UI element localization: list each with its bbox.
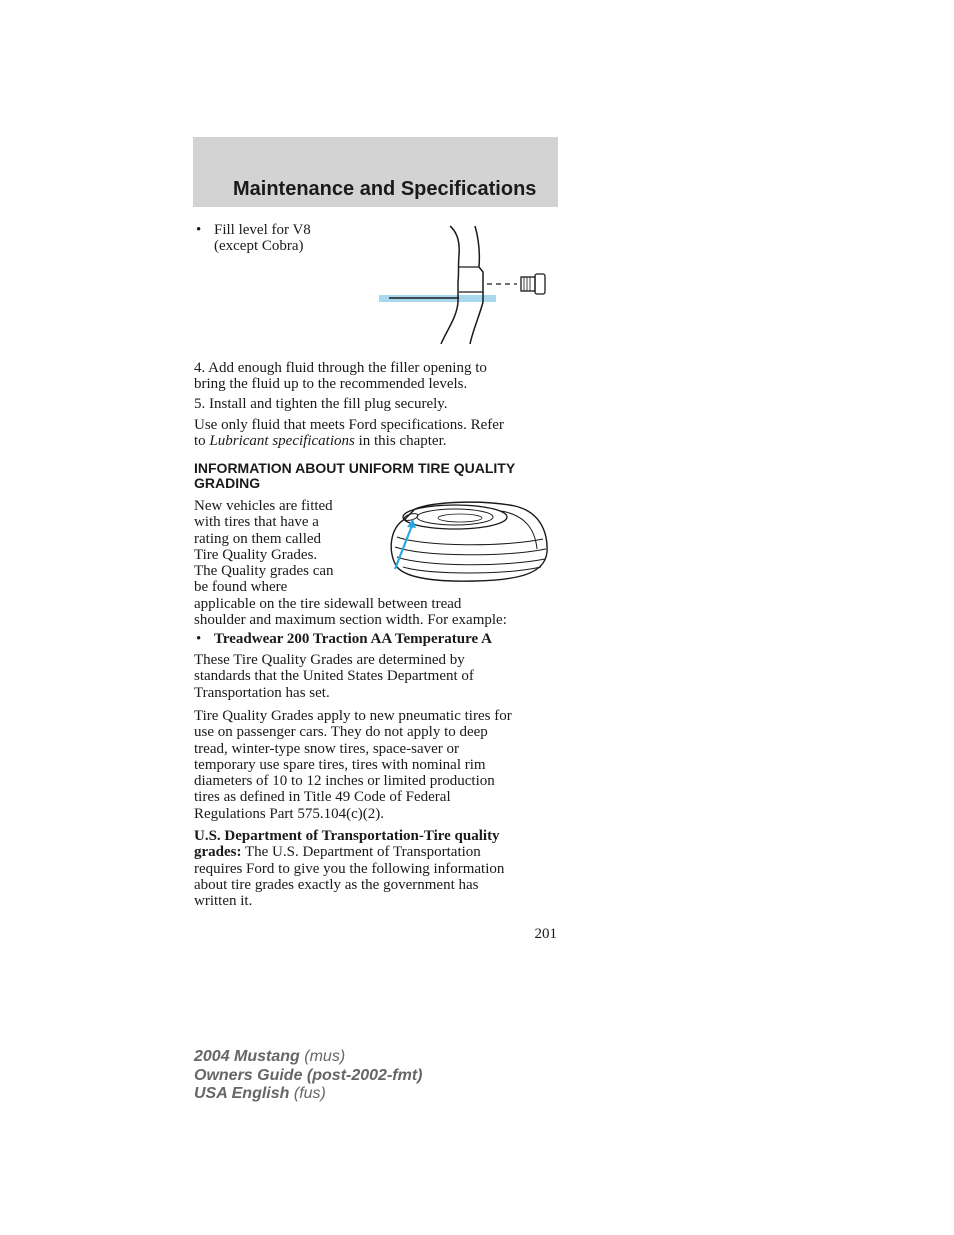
footer-line1	[194, 1048, 422, 1067]
example-grade-text: Treadwear 200 Traction AA Temperature A	[214, 631, 492, 647]
footer-model-code: (mus)	[299, 1048, 346, 1065]
footer-model: 2004 Mustang	[194, 1048, 300, 1065]
step-4-line2: bring the fluid up to the recommended levels.	[194, 376, 468, 393]
step-4	[194, 360, 487, 393]
grades-paragraph	[194, 652, 474, 701]
section-header-band	[193, 137, 558, 207]
step-4-line1: 4. Add enough fluid through the filler opening to	[194, 360, 487, 376]
footer-line2	[194, 1067, 422, 1086]
step-5: 5. Install and tighten the fill plug securely.	[194, 396, 448, 412]
intro-line: applicable on the tire sidewall between tread	[194, 595, 462, 612]
dot-bold-line1: U.S. Department of Transportation-Tire quality	[194, 828, 500, 844]
dot-line5: written it.	[194, 893, 253, 910]
example-grade-bullet	[196, 631, 556, 648]
section-title: Maintenance and Specifications	[233, 178, 537, 200]
fill-level-line2: (except Cobra)	[214, 238, 304, 255]
apply-line: temporary use spare tires, tires with nominal rim	[194, 756, 486, 773]
grades-line: Transportation has set.	[194, 684, 330, 701]
page-number: 201	[534, 926, 557, 942]
footer-line3	[194, 1085, 422, 1104]
intro-line: New vehicles are fitted	[194, 498, 333, 514]
transmission-fill-plug-diagram	[375, 222, 555, 347]
dot-line3: requires Ford to give you the following information	[194, 860, 505, 877]
apply-line: use on passenger cars. They do not apply to deep	[194, 724, 488, 741]
intro-line: shoulder and maximum section width. For example:	[194, 612, 507, 629]
intro-line: rating on them called	[194, 530, 322, 547]
fill-level-line1: Fill level for V8	[214, 222, 311, 238]
document-footer	[194, 1048, 422, 1104]
apply-line: diameters of 10 to 12 inches or limited production	[194, 773, 495, 790]
fluid-note-prefix: to	[194, 433, 210, 450]
intro-line: with tires that have a	[194, 514, 319, 531]
bullet-dot: •	[196, 222, 202, 238]
dot-line2-rest: The U.S. Department of Transportation	[241, 844, 481, 861]
grades-line: These Tire Quality Grades are determined by	[194, 652, 465, 668]
apply-line: tread, winter-type snow tires, space-saver or	[194, 740, 460, 757]
apply-paragraph	[194, 708, 512, 822]
tire-quality-heading	[194, 461, 562, 491]
footer-language: USA English	[194, 1085, 290, 1102]
fluid-note-line1: Use only fluid that meets Ford specifications. Refer	[194, 417, 504, 433]
fluid-note-suffix: in this chapter.	[354, 433, 447, 450]
intro-line: Tire Quality Grades.	[194, 546, 318, 563]
apply-line: tires as defined in Title 49 Code of Federal	[194, 789, 451, 806]
fluid-note	[194, 417, 504, 450]
footer-guide: Owners Guide (post-2002-fmt)	[194, 1066, 423, 1084]
dot-line4: about tire grades exactly as the government has	[194, 876, 479, 893]
tire-quality-heading-line1: INFORMATION ABOUT UNIFORM TIRE QUALITY	[194, 460, 516, 476]
intro-line: be found where	[194, 579, 288, 596]
apply-line: Tire Quality Grades apply to new pneumatic tires for	[194, 708, 512, 724]
footer-language-code: (fus)	[289, 1085, 326, 1102]
tire-quality-heading-line2: GRADING	[194, 475, 261, 491]
lubricant-specifications-reference: Lubricant specifications	[209, 433, 355, 450]
intro-line: The Quality grades can	[194, 563, 334, 580]
fill-level-bullet	[196, 222, 346, 256]
tire-sidewall-illustration	[385, 497, 555, 587]
grades-line: standards that the United States Department of	[194, 668, 474, 685]
apply-line: Regulations Part 575.104(c)(2).	[194, 805, 384, 822]
dot-bold-line2: grades:	[194, 844, 242, 861]
dot-paragraph	[194, 828, 504, 909]
bullet-dot: •	[196, 631, 202, 647]
